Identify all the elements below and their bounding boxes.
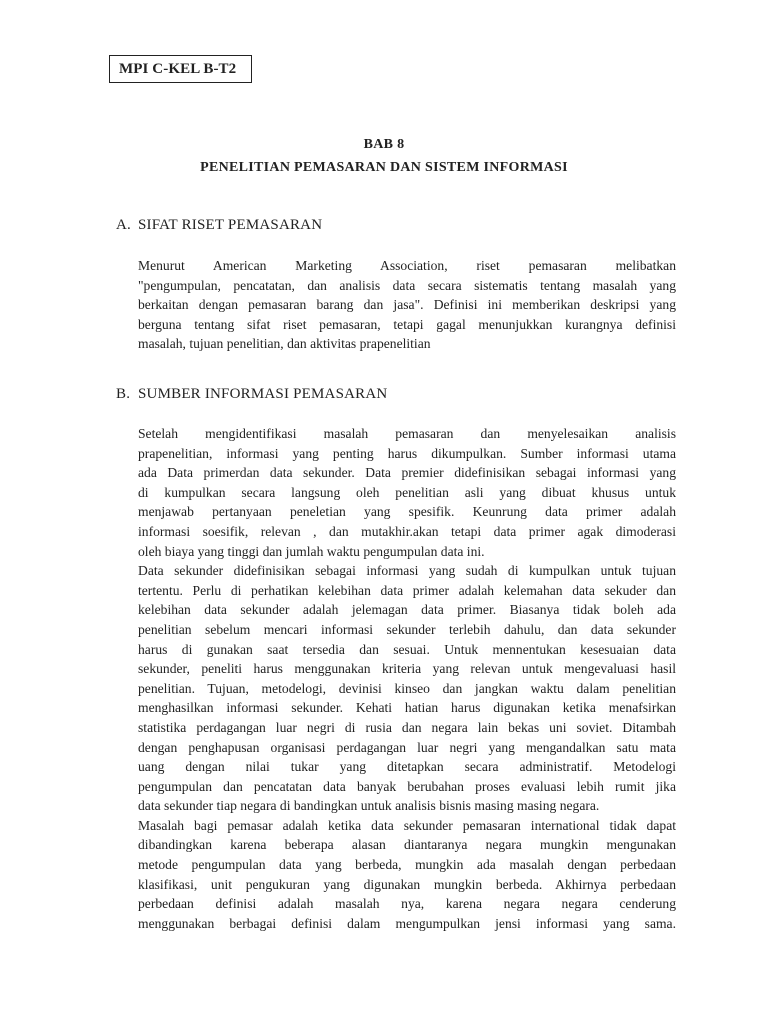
text-line: prapenelitian, informasi yang penting harus dikumpulkan. Sumber informasi utama (138, 445, 676, 461)
document-code-box (109, 55, 252, 83)
text-line: klasifikasi, unit pengukuran yang digunakan mungkin berbeda. Akhirnya perbedaan (138, 876, 676, 892)
text-line: sekunder, peneliti harus menggunakan kriteria yang relevan untuk mengevaluasi hasil (138, 661, 676, 677)
text-line: harus di gunakan saat tersedia dan sesuai. Untuk mennentukan kesesuaian data (138, 641, 676, 657)
text-line: "pengumpulan, pencatatan, dan analisis data secara sistematis tentang masalah yang (138, 277, 676, 293)
text-line: di kumpulkan secara langsung oleh penelitian asli yang dibuat khusus untuk (138, 484, 676, 500)
text-line: dengan penghapusan organisasi perdagangan luar negri yang mengandalkan satu mata (138, 739, 676, 755)
text-line: berkaitan dengan pemasaran barang dan jasa". Definisi ini memberikan deskripsi yang (138, 297, 676, 313)
text-line: Menurut American Marketing Association, riset pemasaran melibatkan (138, 258, 676, 273)
text-line: dibandingkan karena beberapa alasan diantaranya negara mungkin mengunakan (138, 837, 676, 853)
text-line: berguna tentang sifat riset pemasaran, tetapi gagal menunjukkan kurangnya definisi (138, 316, 676, 332)
text-line: Masalah bagi pemasar adalah ketika data sekunder pemasaran international tidak dapat (138, 817, 676, 833)
text-line: ada Data primerdan data sekunder. Data premier didefinisikan sebagai informasi yang (138, 465, 676, 481)
text-line: penelitian sebelum mencari informasi sekunder terlebih dahulu, dan data sekunder (138, 621, 676, 637)
text-line: kelebihan data sekunder adalah jelemagan data primer. Biasanya tidak boleh ada (138, 602, 676, 618)
text-line: masalah, tujuan penelitian, dan aktivitas prapenelitian (138, 336, 431, 352)
text-line: informasi soesifik, relevan , dan mutakhir.akan tetapi data primer agak dimoderasi (138, 523, 676, 539)
text-line: oleh biaya yang tinggi dan jumlah waktu pengumpulan data ini. (138, 543, 485, 559)
text-line: menjawab pertanyaan peneletian yang spesifik. Keunrung data primer adalah (138, 504, 676, 520)
text-line: penelitian. Tujuan, metodelogi, devinisi kinseo dan jangkan waktu dalam penelitian (138, 680, 676, 696)
text-line: data sekunder tiap negara di bandingkan untuk analisis bisnis masing masing negara. (138, 798, 600, 814)
text-line: perbedaan definisi adalah masalah nya, karena negara negara cenderung (138, 896, 676, 912)
section-b-title: SUMBER INFORMASI PEMASARAN (138, 386, 388, 402)
section-b-heading (116, 386, 387, 403)
text-line: metode pengumpulan data yang berbeda, mungkin ada masalah dengan perbedaan (138, 857, 676, 873)
section-b-letter: B. (116, 386, 131, 402)
text-line: pengumpulan dan pencatatan data banyak berubahan proses evaluasi lebih rumit jika (138, 778, 676, 794)
text-line: uang dengan nilai tukar yang ditetapkan secara administratif. Metodelogi (138, 759, 676, 775)
text-line: Setelah mengidentifikasi masalah pemasaran dan menyelesaikan analisis (138, 426, 676, 441)
section-a-letter: A. (116, 217, 131, 233)
section-b-paragraph (138, 424, 676, 933)
text-line: tertentu. Perlu di perhatikan kelebihan data primer adalah kelemahan data sekuder dan (138, 582, 676, 598)
text-line: menggunakan berbagai definisi dalam mengumpulkan jensi informasi yang sama. (138, 915, 676, 931)
text-line: menghasilkan informasi sekunder. Kehati hatian harus digunakan ketika menafsirkan (138, 700, 676, 716)
document-code: MPI C-KEL B-T2 (119, 61, 237, 77)
text-line: statistika perdagangan luar negri di rusia dan negara lain bekas uni soviet. Ditambah (138, 719, 676, 735)
text-line: Data sekunder didefinisikan sebagai informasi yang sudah di kumpulkan untuk tujuan (138, 563, 676, 579)
chapter-title: PENELITIAN PEMASARAN DAN SISTEM INFORMASI (200, 160, 568, 175)
section-a-paragraph (138, 256, 676, 354)
chapter-number: BAB 8 (363, 137, 405, 152)
section-a-title: SIFAT RISET PEMASARAN (138, 217, 323, 233)
section-a-heading (116, 217, 322, 234)
